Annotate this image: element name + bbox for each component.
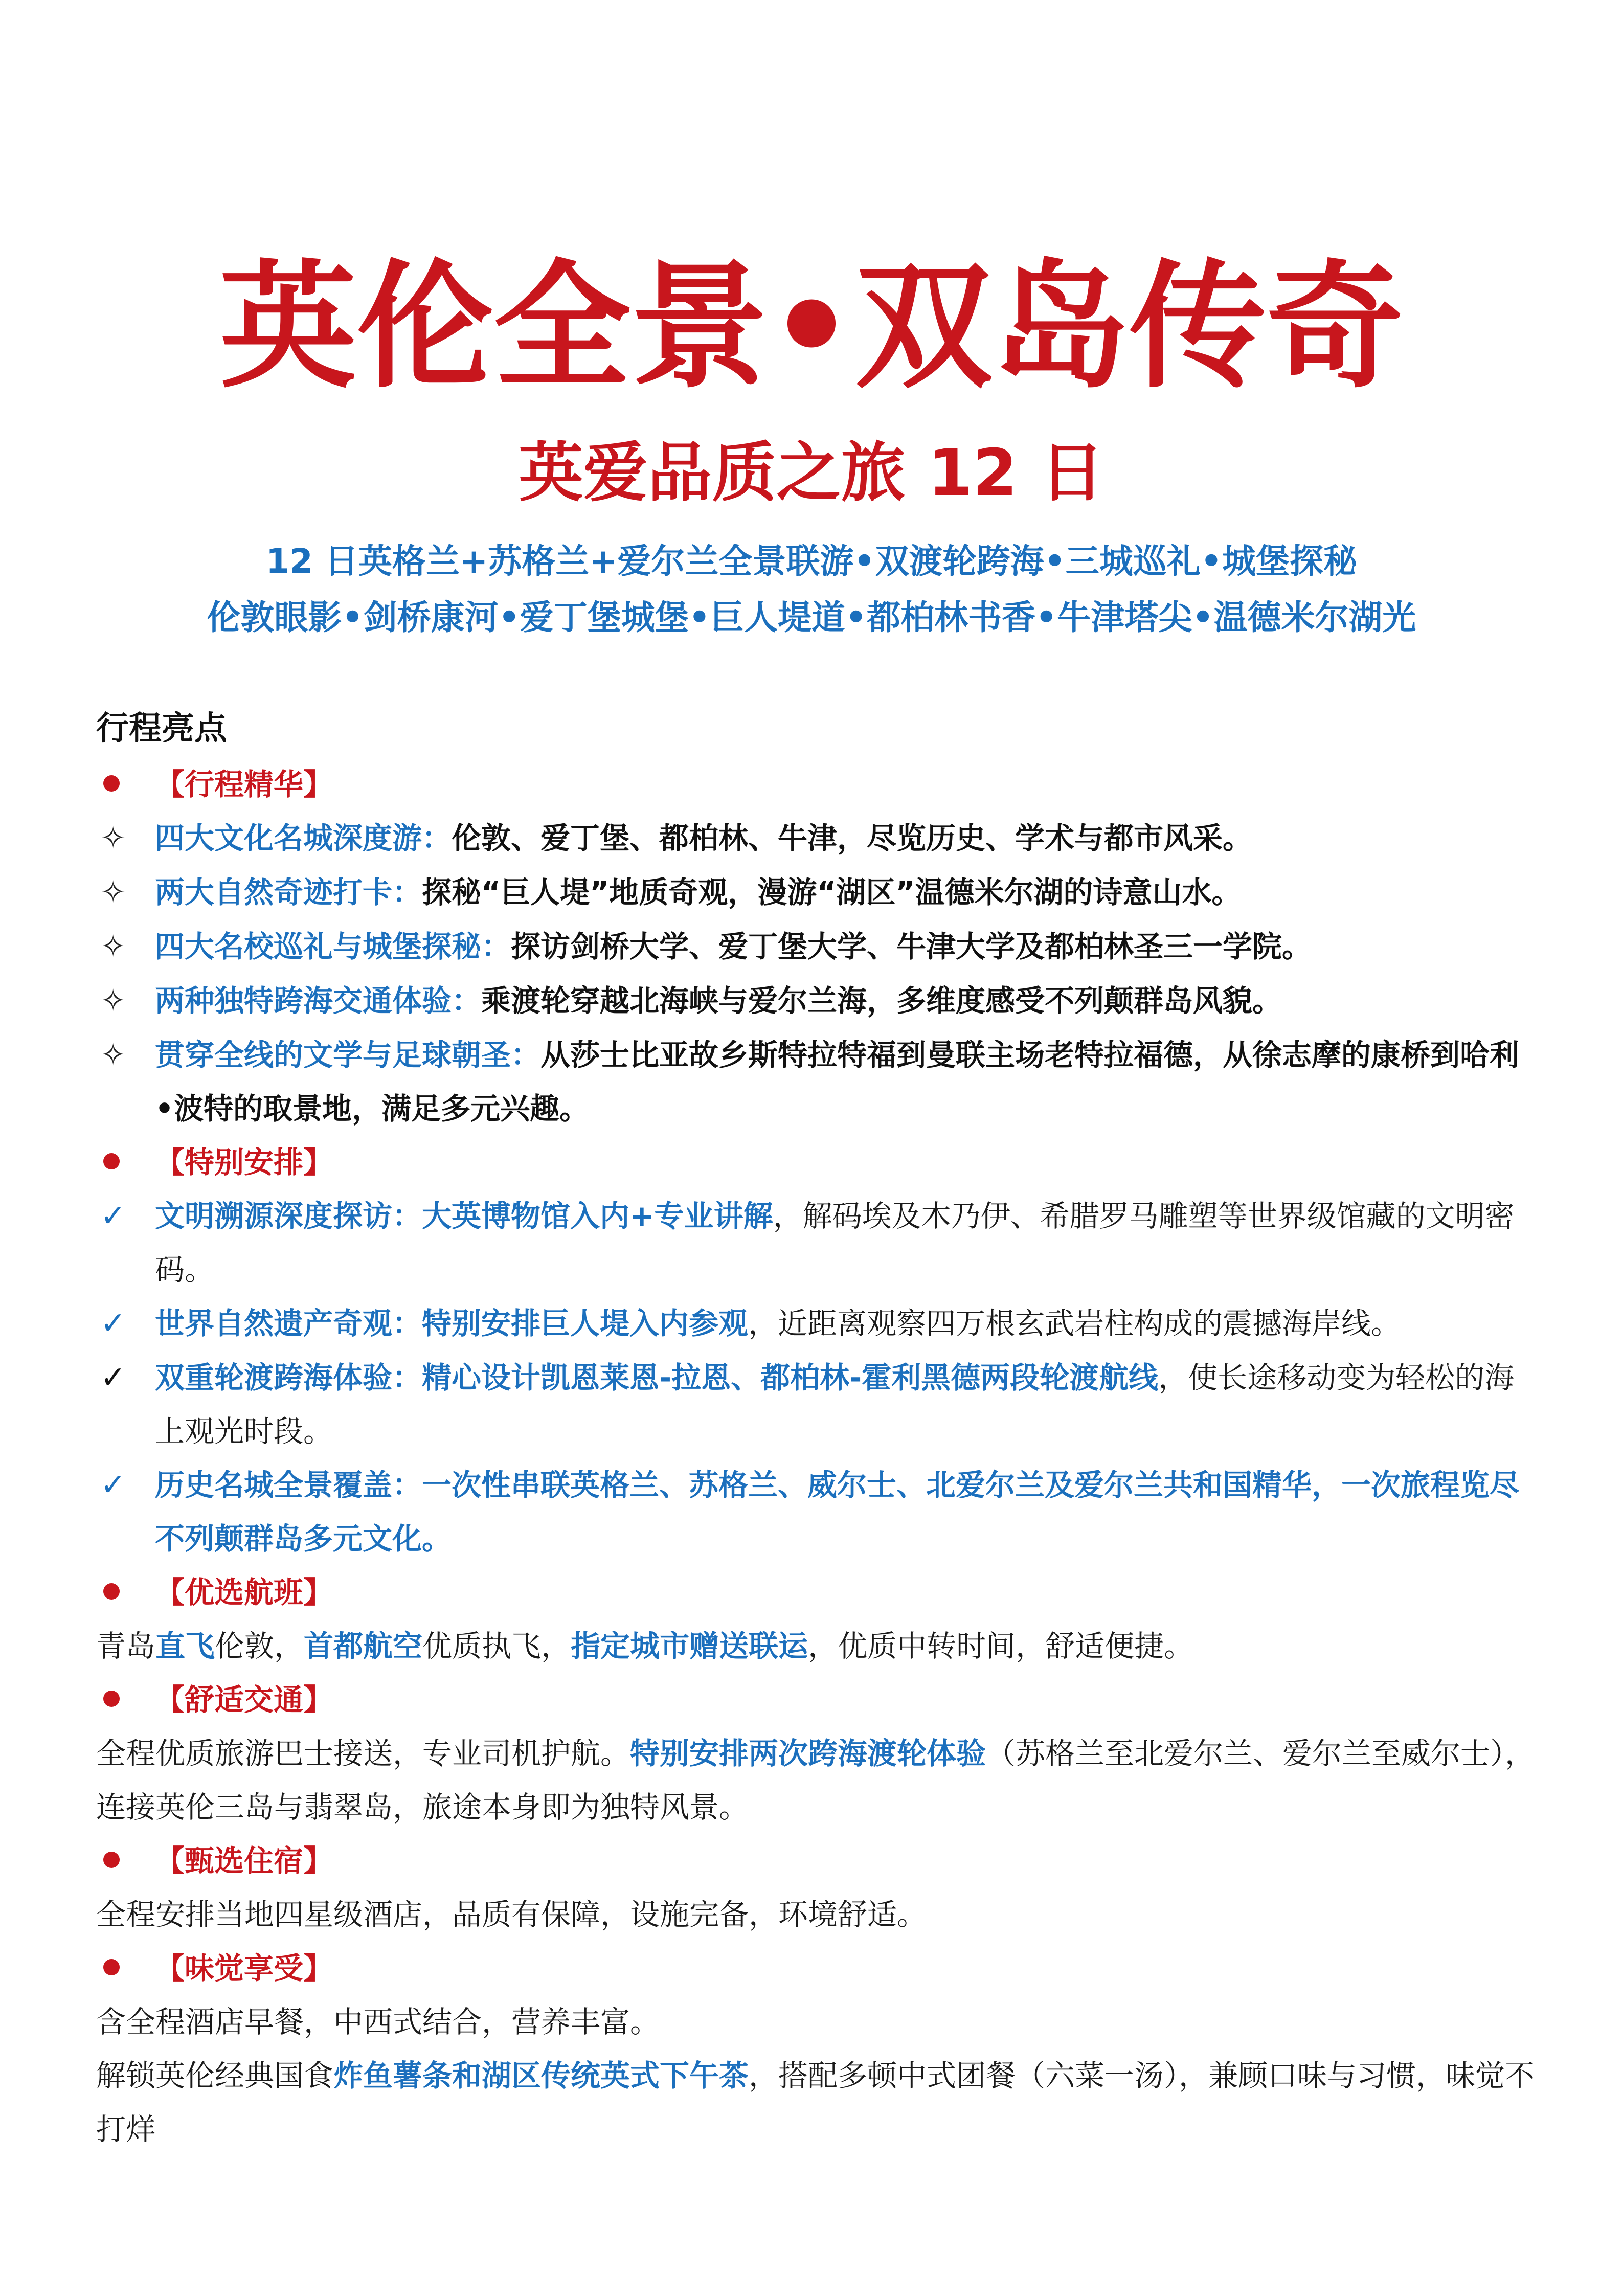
- highlights-heading: 行程亮点: [96, 710, 227, 748]
- section-transport-header: [96, 1673, 1538, 1727]
- dining-text-1: 含全程酒店早餐，中西式结合，营养丰富。: [96, 2005, 660, 2039]
- red-dot-icon: [103, 1959, 120, 1975]
- four-point-star-icon: ✧: [100, 929, 126, 964]
- item-emphasis: 精心设计凯恩莱恩-拉恩、都柏林-霍利黑德两段轮渡航线: [422, 1360, 1159, 1395]
- section-hotel-header: [96, 1834, 1538, 1888]
- item-key: 两种独特跨海交通体验：: [155, 983, 482, 1018]
- transport-text: 全程优质旅游巴士接送，专业司机护航。特别安排两次跨海渡轮体验（苏格兰至北爱尔兰、爱尔兰至威尔士），连接英伦三岛与翡翠岛，旅途本身即为独特风景。: [96, 1736, 1535, 1825]
- item-value: 探访剑桥大学、爱丁堡大学、牛津大学及都柏林圣三一学院。: [511, 929, 1312, 964]
- checkmark-icon: ✓: [100, 1467, 126, 1503]
- item-value: 从莎士比亚故乡斯特拉特福到曼联主场老特拉福德，从徐志摩的康桥到哈利•波特的取景地，满足多元兴趣。: [155, 1038, 1520, 1126]
- section-special-header: [96, 1136, 1538, 1189]
- list-item: [96, 974, 1538, 1028]
- item-rest: ，使长途移动变为轻松的海上观光时段。: [155, 1360, 1515, 1449]
- section-label: 【舒适交通】: [155, 1682, 333, 1717]
- checkmark-icon: ✓: [100, 1305, 126, 1341]
- item-key: 世界自然遗产奇观：: [155, 1306, 422, 1341]
- tagline-line-1: 12 日英格兰+苏格兰+爱尔兰全景联游•双渡轮跨海•三城巡礼•城堡探秘: [266, 542, 1357, 581]
- red-dot-icon: [103, 1153, 120, 1169]
- list-item: [96, 1458, 1538, 1566]
- page-title: 英伦全景•双岛传奇: [219, 247, 1404, 407]
- section-flights-header: [96, 1566, 1538, 1619]
- item-value: 伦敦、爱丁堡、都柏林、牛津，尽览历史、学术与都市风采。: [452, 821, 1253, 856]
- checkmark-icon: ✓: [100, 1360, 126, 1395]
- list-item: [96, 1297, 1538, 1351]
- red-dot-icon: [103, 1691, 120, 1707]
- hotel-text: 全程安排当地四星级酒店，品质有保障，设施完备，环境舒适。: [96, 1897, 927, 1932]
- section-label: 【行程精华】: [155, 767, 333, 802]
- item-key: 四大文化名城深度游：: [155, 821, 452, 856]
- item-key: 双重轮渡跨海体验：: [155, 1360, 422, 1395]
- red-dot-icon: [103, 775, 120, 792]
- red-dot-icon: [103, 1583, 120, 1600]
- list-item: [96, 866, 1538, 920]
- item-emphasis: 大英博物馆入内+专业讲解: [422, 1199, 773, 1233]
- item-key: 贯穿全线的文学与足球朝圣：: [155, 1038, 541, 1072]
- flights-text: 青岛直飞伦敦，首都航空优质执飞，指定城市赠送联运，优质中转时间，舒适便捷。: [96, 1629, 1194, 1663]
- item-key: 四大名校巡礼与城堡探秘：: [155, 929, 511, 964]
- section-label: 【特别安排】: [155, 1145, 333, 1180]
- four-point-star-icon: ✧: [100, 820, 126, 856]
- item-key: 两大自然奇迹打卡：: [155, 875, 422, 910]
- list-item: [96, 1028, 1538, 1136]
- item-emphasis: 特别安排巨人堤入内参观: [422, 1306, 749, 1341]
- highlights-section: [96, 701, 1538, 2156]
- item-value: 探秘“巨人堤”地质奇观，漫游“湖区”温德米尔湖的诗意山水。: [422, 875, 1242, 910]
- four-point-star-icon: ✧: [100, 983, 126, 1019]
- item-key: 历史名城全景覆盖：: [155, 1468, 422, 1502]
- list-item: [96, 920, 1538, 974]
- tagline-line-2: 伦敦眼影•剑桥康河•爱丁堡城堡•巨人堤道•都柏林书香•牛津塔尖•温德米尔湖光: [207, 598, 1416, 637]
- item-emphasis: 一次性串联英格兰、苏格兰、威尔士、北爱尔兰及爱尔兰共和国精华，一次旅程览尽不列颠群岛多元文化。: [155, 1468, 1520, 1556]
- checkmark-icon: ✓: [100, 1198, 126, 1234]
- four-point-star-icon: ✧: [100, 874, 126, 910]
- item-key: 文明溯源深度探访：: [155, 1199, 422, 1233]
- item-rest: ，近距离观察四万根玄武岩柱构成的震撼海岸线。: [748, 1306, 1401, 1341]
- section-label: 【优选航班】: [155, 1575, 333, 1610]
- list-item: [96, 1189, 1538, 1297]
- dining-text-2: 解锁英伦经典国食炸鱼薯条和湖区传统英式下午茶，搭配多顿中式团餐（六菜一汤），兼顾口味与习惯，味觉不打烊: [96, 2058, 1535, 2147]
- page-subtitle: 英爱品质之旅 12 日: [519, 435, 1104, 510]
- list-item: [96, 812, 1538, 866]
- four-point-star-icon: ✧: [100, 1037, 126, 1073]
- section-dining-header: [96, 1942, 1538, 1995]
- section-essence-header: [96, 758, 1538, 812]
- red-dot-icon: [103, 1852, 120, 1868]
- section-label: 【味觉享受】: [155, 1951, 333, 1986]
- item-value: 乘渡轮穿越北海峡与爱尔兰海，多维度感受不列颠群岛风貌。: [481, 983, 1282, 1018]
- section-label: 【甄选住宿】: [155, 1843, 333, 1878]
- list-item: [96, 1351, 1538, 1458]
- item-rest: ，解码埃及木乃伊、希腊罗马雕塑等世界级馆藏的文明密码。: [155, 1199, 1515, 1287]
